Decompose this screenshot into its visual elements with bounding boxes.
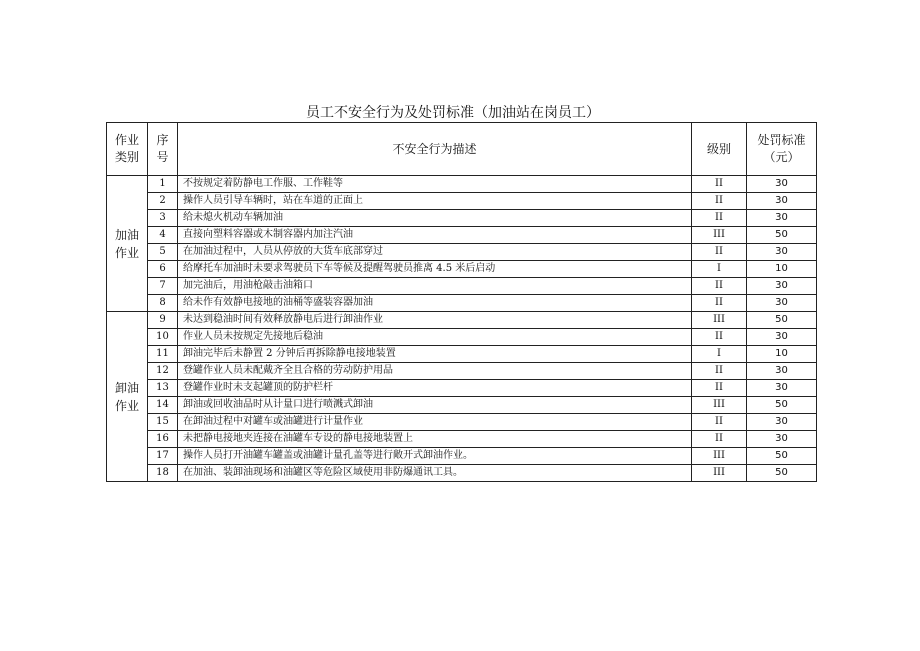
table-row [107, 244, 817, 261]
row-number-cell: 12 [148, 363, 178, 380]
penalty-cell: 50 [747, 397, 817, 414]
row-number-cell: 3 [148, 210, 178, 227]
row-number-cell: 9 [148, 312, 178, 329]
row-number-cell: 14 [148, 397, 178, 414]
description-cell: 加完油后，用油枪敲击油箱口 [178, 278, 692, 295]
description-cell: 卸油完毕后未静置 2 分钟后再拆除静电接地装置 [178, 346, 692, 363]
header-description: 不安全行为描述 [178, 123, 692, 176]
table-row [107, 431, 817, 448]
table-row [107, 397, 817, 414]
description-cell: 操作人员引导车辆时，站在车道的正面上 [178, 193, 692, 210]
description-cell: 在加油、装卸油现场和油罐区等危险区域使用非防爆通讯工具。 [178, 465, 692, 482]
row-number-cell: 7 [148, 278, 178, 295]
header-level: 级别 [692, 123, 747, 176]
table-row [107, 278, 817, 295]
level-cell: II [692, 380, 747, 397]
row-number-cell: 15 [148, 414, 178, 431]
description-cell: 未把静电接地夹连接在油罐车专设的静电接地装置上 [178, 431, 692, 448]
header-penalty: 处罚标准 （元） [747, 123, 817, 176]
level-cell: II [692, 414, 747, 431]
level-cell: II [692, 329, 747, 346]
description-cell: 登罐作业人员未配戴齐全且合格的劳动防护用品 [178, 363, 692, 380]
table-row [107, 346, 817, 363]
penalty-cell: 30 [747, 329, 817, 346]
table-row [107, 363, 817, 380]
table-row [107, 261, 817, 278]
penalty-cell: 30 [747, 295, 817, 312]
row-number-cell: 10 [148, 329, 178, 346]
penalty-cell: 10 [747, 261, 817, 278]
category-cell: 加油 作业 [107, 176, 148, 312]
penalty-cell: 50 [747, 312, 817, 329]
row-number-cell: 4 [148, 227, 178, 244]
description-cell: 给未作有效静电接地的油桶等盛装容器加油 [178, 295, 692, 312]
penalty-cell: 30 [747, 244, 817, 261]
level-cell: II [692, 193, 747, 210]
description-cell: 在加油过程中，人员从停放的大货车底部穿过 [178, 244, 692, 261]
table-row [107, 414, 817, 431]
penalty-cell: 30 [747, 414, 817, 431]
level-cell: II [692, 176, 747, 193]
row-number-cell: 8 [148, 295, 178, 312]
row-number-cell: 17 [148, 448, 178, 465]
penalty-cell: 50 [747, 448, 817, 465]
description-cell: 操作人员打开油罐车罐盖或油罐计量孔盖等进行敞开式卸油作业。 [178, 448, 692, 465]
table-row [107, 176, 817, 193]
level-cell: I [692, 346, 747, 363]
table-row [107, 227, 817, 244]
header-category: 作业 类别 [107, 123, 148, 176]
table-row [107, 193, 817, 210]
table-row [107, 465, 817, 482]
header-number: 序 号 [148, 123, 178, 176]
penalty-cell: 30 [747, 363, 817, 380]
description-cell: 在卸油过程中对罐车或油罐进行计量作业 [178, 414, 692, 431]
category-cell: 卸油 作业 [107, 312, 148, 482]
description-cell: 给未熄火机动车辆加油 [178, 210, 692, 227]
penalty-cell: 50 [747, 227, 817, 244]
level-cell: II [692, 278, 747, 295]
document-title: 员工不安全行为及处罚标准（加油站在岗员工） [306, 105, 600, 121]
table-body [107, 176, 817, 482]
row-number-cell: 1 [148, 176, 178, 193]
penalty-cell: 30 [747, 380, 817, 397]
penalty-cell: 10 [747, 346, 817, 363]
row-number-cell: 13 [148, 380, 178, 397]
penalty-cell: 30 [747, 176, 817, 193]
description-cell: 不按规定着防静电工作服、工作鞋等 [178, 176, 692, 193]
row-number-cell: 5 [148, 244, 178, 261]
row-number-cell: 18 [148, 465, 178, 482]
level-cell: II [692, 210, 747, 227]
penalty-cell: 50 [747, 465, 817, 482]
description-cell: 作业人员未按规定先接地后稳油 [178, 329, 692, 346]
row-number-cell: 2 [148, 193, 178, 210]
row-number-cell: 6 [148, 261, 178, 278]
penalty-cell: 30 [747, 278, 817, 295]
level-cell: III [692, 397, 747, 414]
table-row [107, 380, 817, 397]
level-cell: III [692, 227, 747, 244]
description-cell: 直接向塑料容器或木制容器内加注汽油 [178, 227, 692, 244]
row-number-cell: 11 [148, 346, 178, 363]
level-cell: I [692, 261, 747, 278]
table-row [107, 329, 817, 346]
table-header-row [107, 123, 817, 176]
level-cell: II [692, 431, 747, 448]
description-cell: 未达到稳油时间有效释放静电后进行卸油作业 [178, 312, 692, 329]
penalty-cell: 30 [747, 193, 817, 210]
table-row [107, 448, 817, 465]
penalty-cell: 30 [747, 210, 817, 227]
description-cell: 给摩托车加油时未要求驾驶员下车等候及提醒驾驶员推离 4.5 米后启动 [178, 261, 692, 278]
penalty-cell: 30 [747, 431, 817, 448]
level-cell: III [692, 448, 747, 465]
penalty-table [106, 122, 817, 482]
table-row [107, 295, 817, 312]
table-row [107, 312, 817, 329]
row-number-cell: 16 [148, 431, 178, 448]
level-cell: II [692, 244, 747, 261]
description-cell: 登罐作业时未支起罐顶的防护栏杆 [178, 380, 692, 397]
level-cell: II [692, 363, 747, 380]
table-row [107, 210, 817, 227]
description-cell: 卸油或回收油品时从计量口进行喷溅式卸油 [178, 397, 692, 414]
level-cell: III [692, 312, 747, 329]
level-cell: II [692, 295, 747, 312]
level-cell: III [692, 465, 747, 482]
